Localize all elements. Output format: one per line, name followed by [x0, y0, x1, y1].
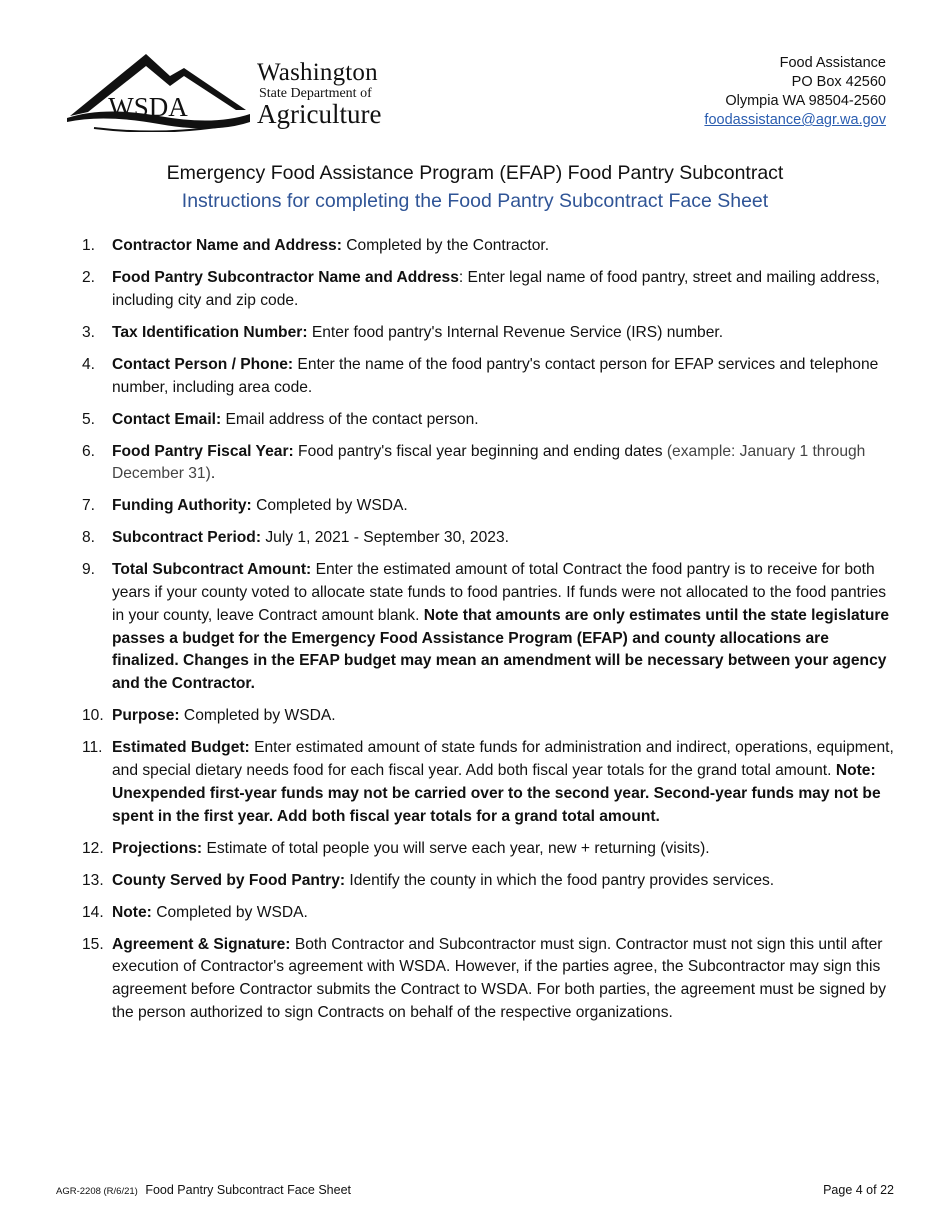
item-label: Tax Identification Number:	[112, 323, 308, 341]
item-text: Enter the estimated amount of total Contract the food pantry is to receive for both years if your county voted to allocate state funds to food pantries. If funds were not allocated to the food pantries in your county, leave Contract amount blank.	[112, 561, 887, 624]
logo-line-state-department: State Department of	[259, 86, 372, 101]
item-text: Food pantry's fiscal year beginning and ending dates	[293, 442, 667, 460]
instruction-list	[82, 235, 894, 1034]
item-label: Total Subcontract Amount:	[112, 561, 312, 579]
list-item	[82, 902, 894, 925]
document-subtitle: Instructions for completing the Food Pantry Subcontract Face Sheet	[181, 190, 769, 212]
address-line-3: Olympia WA 98504-2560	[725, 93, 886, 109]
item-number: 8.	[82, 529, 96, 547]
item-label: Contact Email:	[112, 410, 222, 428]
item-number: 6.	[82, 442, 96, 460]
item-example: (example: January 1 through December 31)	[112, 442, 866, 483]
item-text: : Enter legal name of food pantry, street and mailing address, including city and zip code.	[112, 268, 880, 309]
mailing-address	[704, 54, 886, 130]
list-item	[82, 559, 894, 696]
item-text: July 1, 2021 - September 30, 2023.	[261, 529, 509, 547]
item-label: Estimated Budget:	[112, 739, 250, 757]
list-item	[82, 527, 894, 550]
item-label: Note:	[112, 903, 152, 921]
item-text: Estimate of total people you will serve each year, new + returning (visits).	[202, 839, 710, 857]
item-label: Funding Authority:	[112, 497, 252, 515]
list-item	[82, 441, 894, 487]
address-line-2: PO Box 42560	[791, 74, 886, 90]
item-text: Email address of the contact person.	[221, 410, 479, 428]
item-text-after: .	[210, 465, 216, 483]
item-text: Enter the name of the food pantry's contact person for EFAP services and telephone number, including area code.	[112, 355, 879, 396]
item-emphasis: Note that amounts are only estimates until the state legislature passes a budget for the Emergency Food Assistance Program (EFAP) and county allocations are finalized. Changes in the EFAP budget may mean an amendment will be necessary between your agency and the Contractor.	[112, 606, 890, 693]
address-line-1: Food Assistance	[779, 55, 886, 71]
list-item	[82, 934, 894, 1025]
item-label: Agreement & Signature:	[112, 935, 291, 953]
wsda-mountain-logo-icon	[64, 50, 254, 132]
item-text: Completed by WSDA.	[151, 903, 308, 921]
item-text: Completed by WSDA.	[251, 497, 408, 515]
list-item	[82, 495, 894, 518]
item-number: 4.	[82, 355, 96, 373]
item-number: 7.	[82, 497, 96, 515]
logo-mark-text: WSDA	[108, 92, 188, 122]
list-item	[82, 737, 894, 828]
item-number: 9.	[82, 561, 96, 579]
page-number: Page 4 of 22	[823, 1183, 894, 1197]
list-item	[82, 267, 894, 313]
list-item	[82, 409, 894, 432]
item-number: 13.	[82, 871, 104, 889]
list-item	[82, 870, 894, 893]
item-label: Contractor Name and Address:	[112, 237, 342, 254]
item-number: 12.	[82, 839, 104, 857]
item-number: 14.	[82, 903, 104, 921]
logo-line-agriculture: Agriculture	[257, 99, 382, 129]
item-number: 10.	[82, 707, 104, 725]
list-item	[82, 354, 894, 400]
item-number: 15.	[82, 935, 104, 953]
item-label: County Served by Food Pantry:	[112, 871, 346, 889]
item-number: 2.	[82, 268, 96, 286]
item-label: Projections:	[112, 839, 203, 857]
page-footer	[56, 1183, 894, 1197]
item-label: Food Pantry Fiscal Year:	[112, 442, 294, 460]
footer-doc-name: Food Pantry Subcontract Face Sheet	[145, 1183, 351, 1197]
logo-line-washington: Washington	[257, 59, 378, 86]
item-label: Contact Person / Phone:	[112, 355, 294, 373]
item-text: Enter food pantry's Internal Revenue Service (IRS) number.	[307, 323, 724, 341]
item-number: 3.	[82, 323, 96, 341]
wsda-logo	[64, 50, 384, 132]
item-label: Subcontract Period:	[112, 529, 262, 547]
item-text: Completed by the Contractor.	[341, 237, 550, 254]
item-number: 11.	[82, 739, 103, 757]
item-emphasis: Note: Unexpended first-year funds may not be carried over to the second year. Second-year funds may not be spent in the first year. Add both fiscal year totals for a grand total amount.	[112, 762, 881, 825]
item-text: Enter estimated amount of state funds for administration and indirect, operations, equipment, and special dietary needs food for each fiscal year. Add both fiscal year totals for the grand total amount.	[112, 739, 894, 780]
item-number: 1.	[82, 237, 96, 254]
list-item	[82, 235, 894, 258]
list-item	[82, 705, 894, 728]
list-item	[82, 838, 894, 861]
email-link[interactable]: foodassistance@agr.wa.gov	[704, 112, 886, 128]
item-number: 5.	[82, 410, 96, 428]
item-text: Both Contractor and Subcontractor must sign. Contractor must not sign this until after execution of Contractor's agreement with WSDA. However, if the parties agree, the Subcontractor may sign this agreement before Contractor submits the Contract to WSDA. For both parties, the agreement must be signed by the person authorized to sign Contracts on behalf of the respective organizations.	[112, 935, 886, 1021]
list-item	[82, 322, 894, 345]
document-title: Emergency Food Assistance Program (EFAP) Food Pantry Subcontract	[166, 162, 784, 184]
logo-wordmark	[257, 60, 381, 127]
item-label: Purpose:	[112, 707, 180, 725]
item-text: Identify the county in which the food pantry provides services.	[345, 871, 775, 889]
item-label: Food Pantry Subcontractor Name and Address	[112, 268, 459, 286]
form-number: AGR-2208 (R/6/21)	[56, 1186, 138, 1197]
item-text: Completed by WSDA.	[179, 707, 336, 725]
